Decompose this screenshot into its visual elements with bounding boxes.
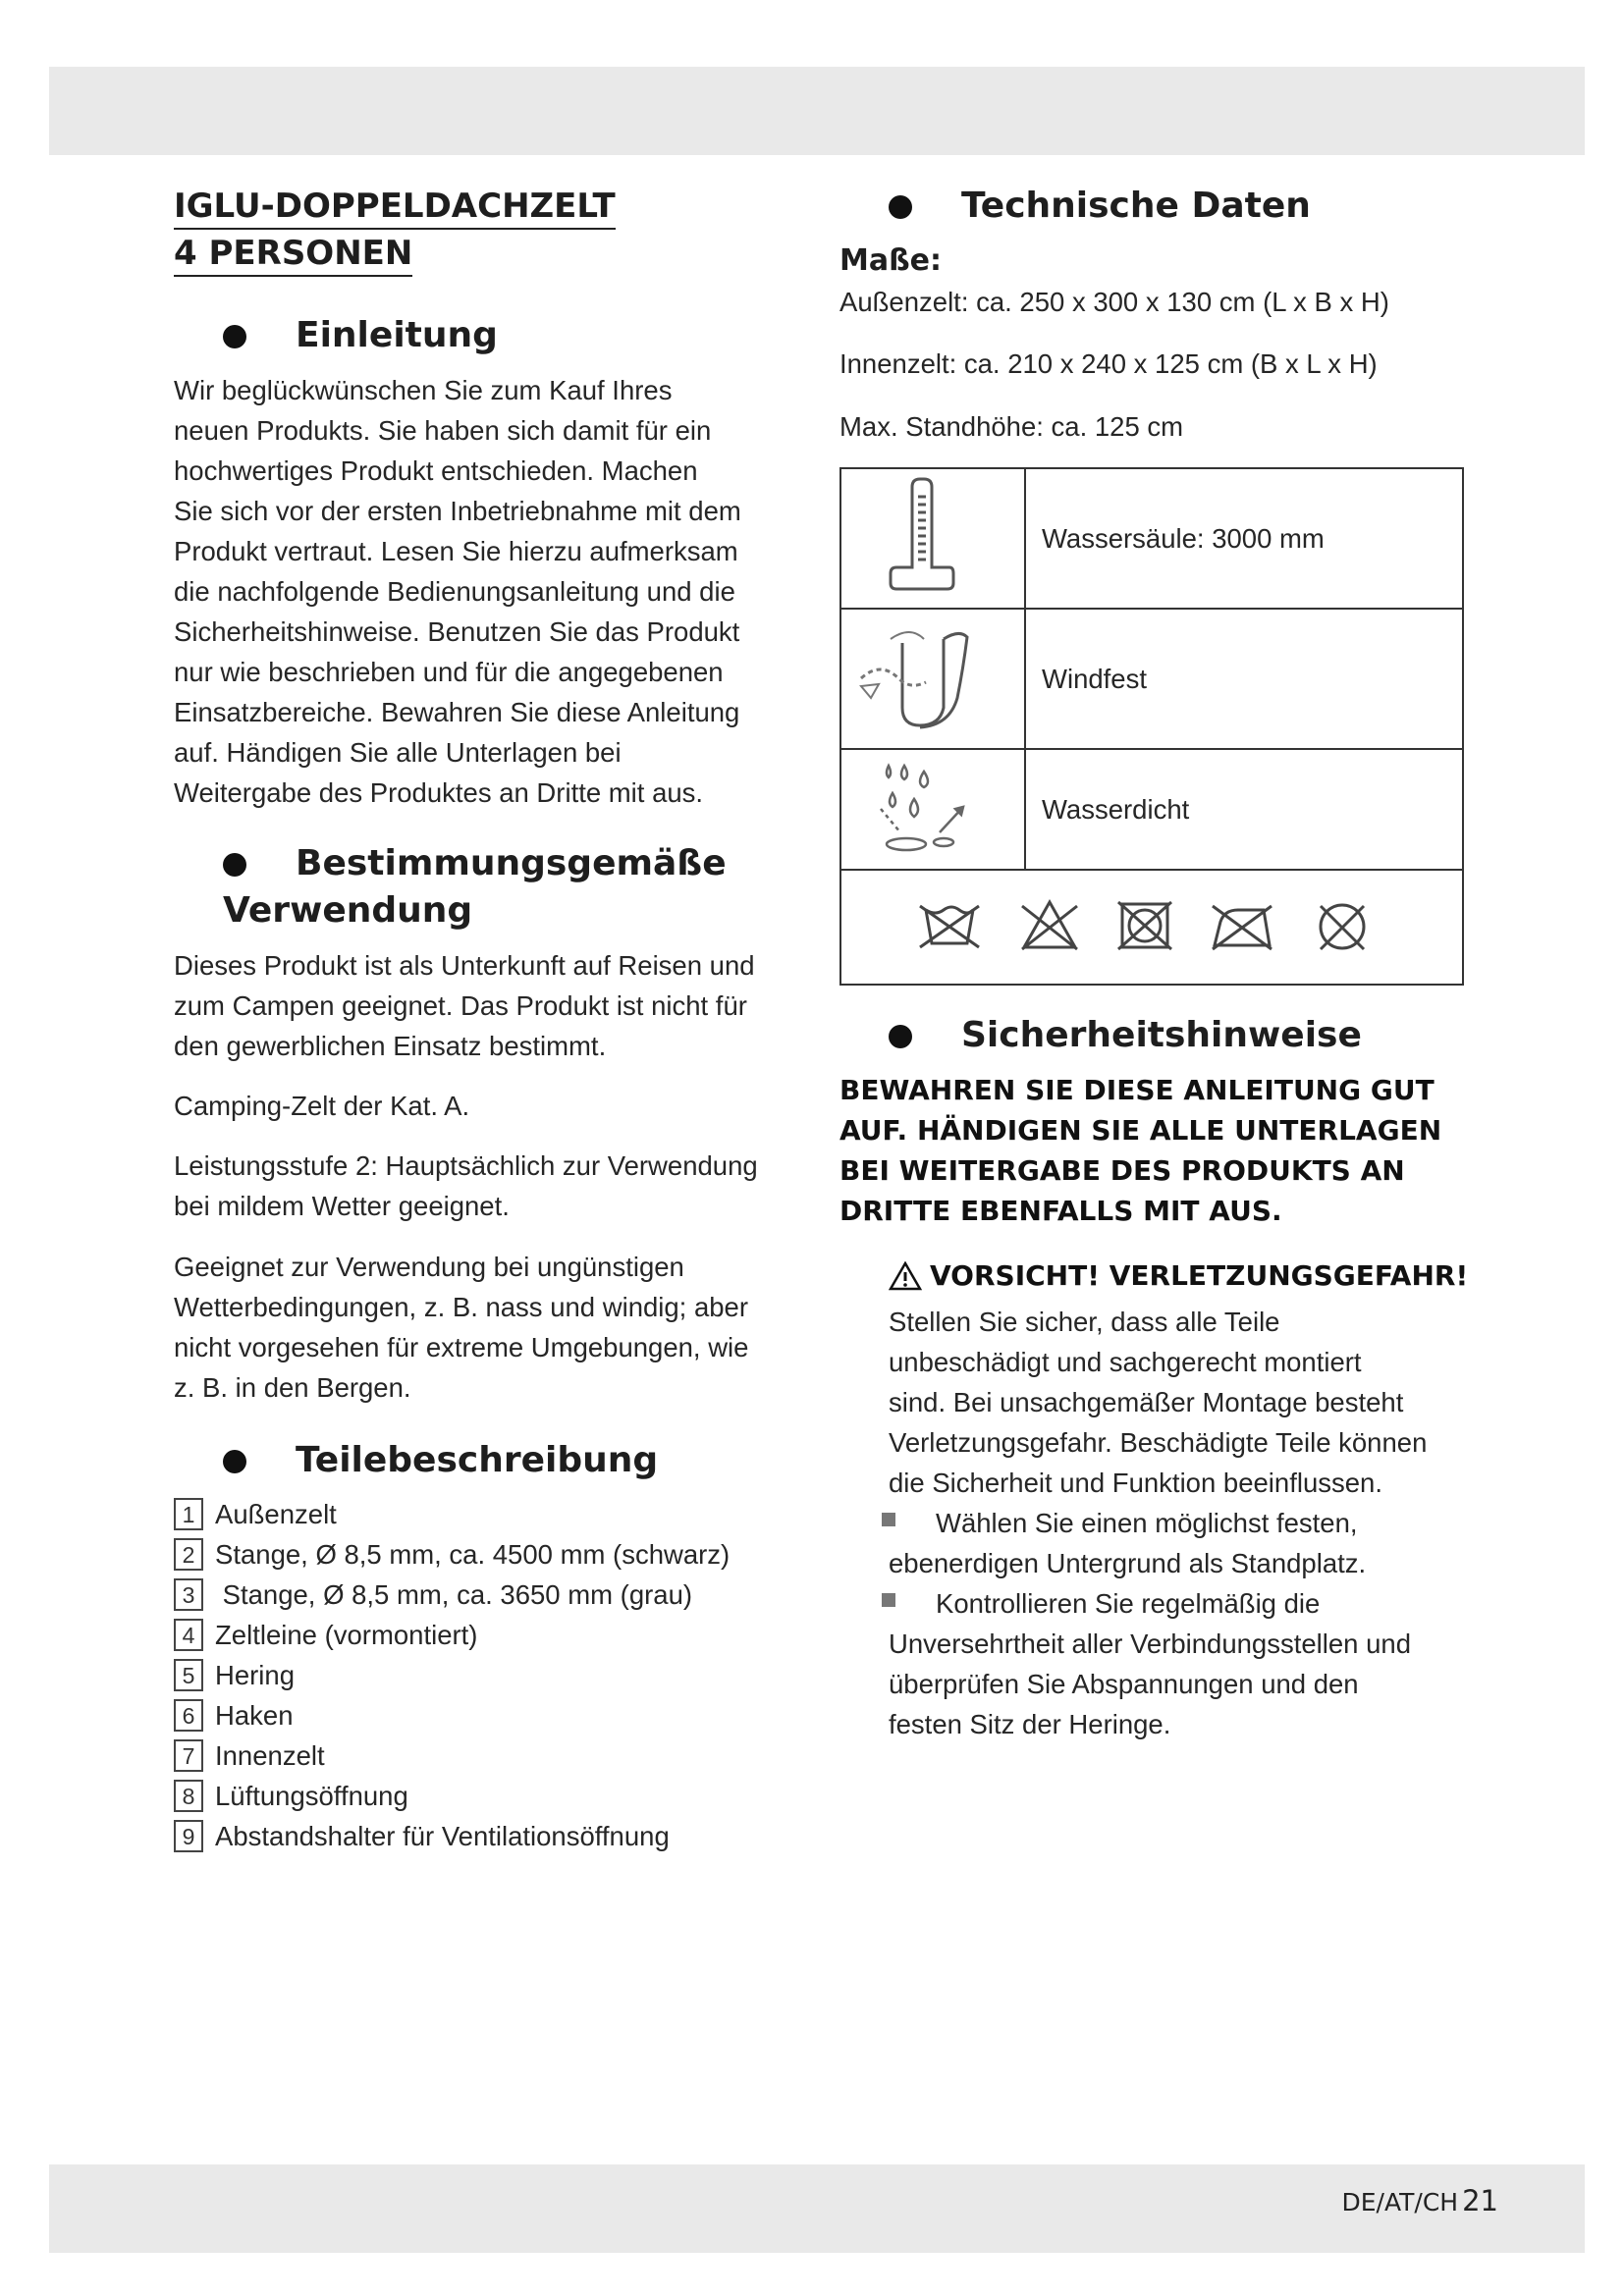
aussenzelt-dims: Außenzelt: ca. 250 x 300 x 130 cm (L x B x H) (839, 287, 1389, 317)
table-row (840, 870, 1463, 985)
header-band (49, 67, 1585, 155)
list-item: 5 Hering (174, 1655, 730, 1695)
list-item: 4 Zeltleine (vormontiert) (174, 1615, 730, 1655)
warning-triangle-icon (889, 1261, 922, 1291)
heading-einleitung: Einleitung (223, 312, 498, 359)
masse-label: Maße: (839, 243, 943, 278)
verwendung-p3: Leistungsstufe 2: Hauptsächlich zur Verwendung bei mildem Wetter geeignet. (174, 1150, 758, 1221)
safety-bullet-1: Wählen Sie einen möglichst festen, ebenerdigen Untergrund als Standplatz. (889, 1508, 1367, 1578)
safety-bold-notice: BEWAHREN SIE DIESE ANLEITUNG GUT AUF. HÄNDIGEN SIE ALLE UNTERLAGEN BEI WEITERGABE DES PRODUKTS AN DRITTE EBENFALLS MIT AUS. (839, 1074, 1442, 1227)
title-line-1: IGLU-DOPPELDACHZELT (174, 185, 616, 230)
page-number: 21 (1462, 2184, 1498, 2217)
heading-technische-daten: Technische Daten (889, 183, 1311, 230)
care-symbols-row (840, 870, 1463, 985)
windfest-label: Windfest (1025, 609, 1463, 749)
safety-bullet-2: Kontrollieren Sie regelmäßig die Unversehrtheit aller Verbindungsstellen und überprüfen Sie Abspannungen und den festen Sitz der Heringe. (889, 1588, 1411, 1739)
bullet-dot-icon (223, 853, 246, 877)
verwendung-p1: Dieses Produkt ist als Unterkunft auf Reisen und zum Campen geeignet. Das Produkt ist nicht für den gewerblichen Einsatz bestimmt. (174, 950, 755, 1061)
list-item: 2 Stange, Ø 8,5 mm, ca. 4500 mm (schwarz) (174, 1534, 730, 1575)
list-item: 3 Stange, Ø 8,5 mm, ca. 3650 mm (grau) (174, 1575, 730, 1615)
wasserdicht-label: Wasserdicht (1025, 749, 1463, 870)
standhoehe: Max. Standhöhe: ca. 125 cm (839, 411, 1184, 442)
heading-verwendung: Bestimmungsgemäße Verwendung (223, 843, 727, 931)
do-not-dry-clean-icon (1321, 905, 1364, 949)
do-not-iron-icon (1213, 906, 1272, 949)
list-item: 7 Innenzelt (174, 1735, 730, 1776)
tech-spec-table (839, 467, 1464, 986)
heading-sicherheitshinweise: Sicherheitshinweise (889, 1012, 1362, 1059)
do-not-wash-icon (920, 906, 979, 947)
heading-teilebeschreibung: Teilebeschreibung (223, 1437, 658, 1484)
table-row (840, 749, 1463, 870)
wassersaeule-value: Wassersäule: 3000 mm (1025, 468, 1463, 609)
title-line-2: 4 PERSONEN (174, 232, 412, 277)
table-row (840, 609, 1463, 749)
waterproof-icon (840, 749, 1025, 870)
caution-text: Stellen Sie sicher, dass alle Teile unbeschädigt und sachgerecht montiert sind. Bei unsachgemäßer Montage besteht Verletzungsgefahr. Beschädigte Teile können die Sicherheit und Funktion beeinflussen. (889, 1307, 1428, 1498)
verwendung-p4: Geeignet zur Verwendung bei ungünstigen Wetterbedingungen, z. B. nass und windig; aber nicht vorgesehen für extreme Umgebungen, wie z. B. in den Bergen. (174, 1252, 749, 1403)
bullet-dot-icon (889, 1025, 912, 1048)
caution-title: VORSICHT! VERLETZUNGSGEFAHR! (889, 1259, 1468, 1292)
do-not-bleach-icon (1022, 902, 1077, 949)
list-item: 6 Haken (174, 1695, 730, 1735)
footer-region: DE/AT/CH (1341, 2188, 1459, 2216)
list-item: 8 Lüftungsöffnung (174, 1776, 730, 1816)
parts-list (174, 1494, 730, 1856)
bullet-dot-icon (889, 195, 912, 219)
wind-icon (840, 609, 1025, 749)
do-not-tumble-dry-icon (1118, 902, 1171, 949)
list-item: 9 Abstandshalter für Ventilationsöffnung (174, 1816, 730, 1856)
list-item: 1 Außenzelt (174, 1494, 730, 1534)
bullet-dot-icon (223, 325, 246, 348)
einleitung-text: Wir beglückwünschen Sie zum Kauf Ihres neuen Produkts. Sie haben sich damit für ein hochwertiges Produkt entschieden. Machen Sie sich vor der ersten Inbetriebnahme mit dem Produkt vertraut. Lesen Sie hierzu aufmerksam die nachfolgende Bedienungsanleitung und die Sicherheitshinweise. Benutzen Sie das Produkt nur wie beschrieben und für die angegebenen Einsatzbereiche. Bewahren Sie diese Anleitung auf. Händigen Sie alle Unterlagen bei Weitergabe des Produktes an Dritte mit aus. (174, 375, 741, 808)
water-column-icon (840, 468, 1025, 609)
document-title (174, 183, 616, 277)
table-row (840, 468, 1463, 609)
verwendung-p2: Camping-Zelt der Kat. A. (174, 1091, 470, 1121)
innenzelt-dims: Innenzelt: ca. 210 x 240 x 125 cm (B x L x H) (839, 348, 1378, 379)
page-footer (1342, 2184, 1499, 2217)
bullet-dot-icon (223, 1450, 246, 1473)
